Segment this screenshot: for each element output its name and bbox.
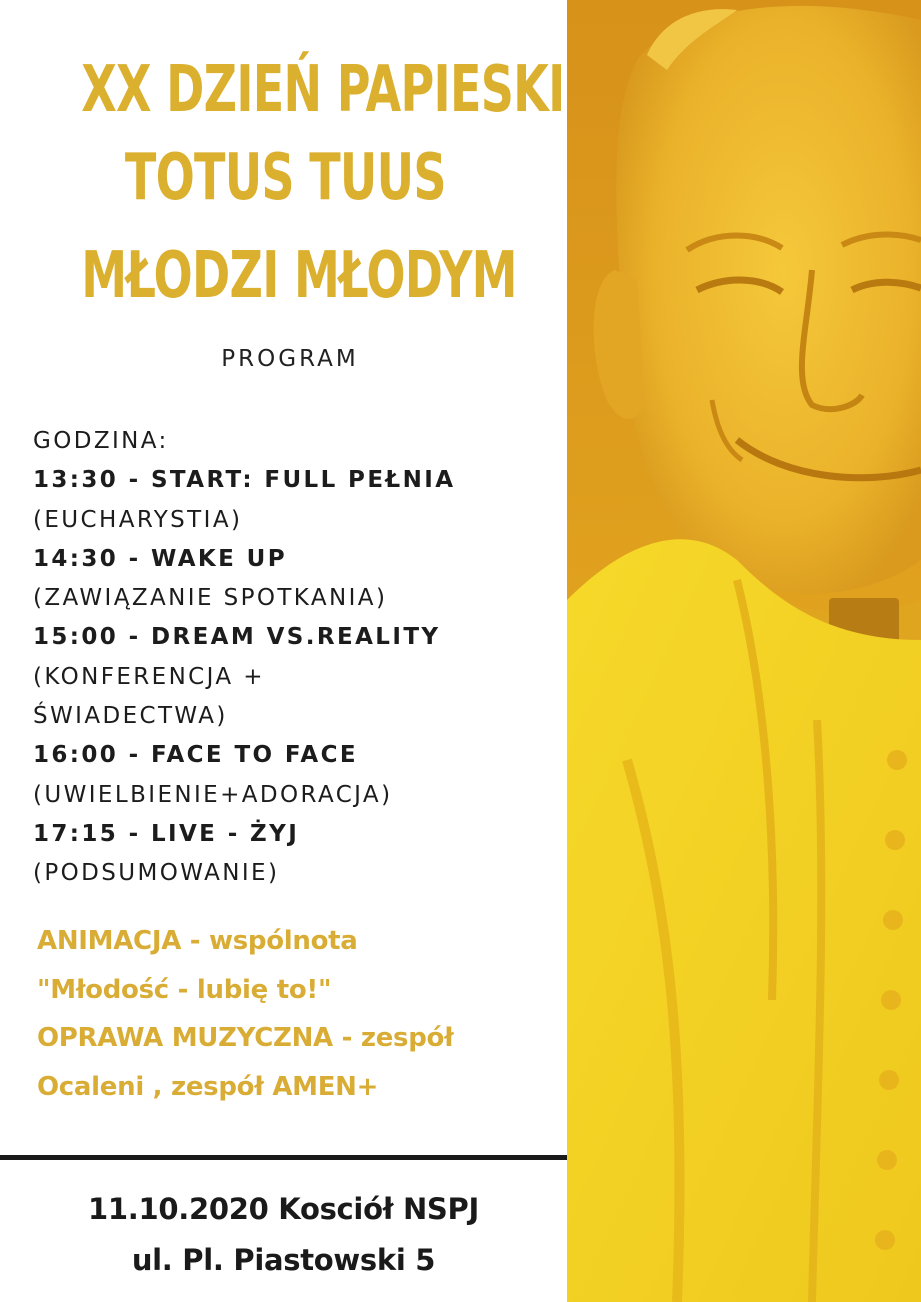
credits-block <box>37 917 567 1111</box>
footer-date-place: 11.10.2020 Kosciół NSPJ <box>88 1192 479 1226</box>
schedule-time-item: 13:30 - START: FULL PEŁNIA <box>33 467 456 494</box>
schedule-text: (ZAWIĄZANIE SPOTKANIA) <box>33 585 388 612</box>
schedule-list <box>33 422 563 894</box>
program-heading: PROGRAM <box>221 346 359 372</box>
title-line-2: TOTUS TUUS <box>124 141 446 215</box>
footer-address: ul. Pl. Piastowski 5 <box>131 1243 436 1277</box>
pope-portrait-image <box>567 0 921 1302</box>
schedule-text: (PODSUMOWANIE) <box>33 860 280 887</box>
schedule-time-item: 17:15 - LIVE - ŻYJ <box>33 820 300 847</box>
credit-line: "Młodość - lubię to!" <box>37 974 332 1005</box>
portrait-illustration <box>567 0 921 1302</box>
divider <box>0 1155 567 1160</box>
credit-line: Ocaleni , zespół AMEN+ <box>37 1071 379 1102</box>
schedule-text: (UWIELBIENIE+ADORACJA) <box>33 781 393 808</box>
schedule-text: GODZINA: <box>33 428 169 454</box>
schedule-time-item: 16:00 - FACE TO FACE <box>33 742 358 769</box>
schedule-text: (KONFERENCJA + <box>33 663 265 690</box>
credit-line: ANIMACJA - wspólnota <box>37 926 358 956</box>
title-line-1: XX DZIEŃ PAPIESKI <box>81 53 565 127</box>
schedule-text: (EUCHARYSTIA) <box>33 506 243 533</box>
credit-line: OPRAWA MUZYCZNA - zespół <box>37 1023 454 1053</box>
schedule-text: ŚWIADECTWA) <box>33 703 228 730</box>
schedule-time-item: 15:00 - DREAM VS.REALITY <box>33 624 441 651</box>
schedule-time-item: 14:30 - WAKE UP <box>33 545 287 572</box>
title-line-3: MŁODZI MŁODYM <box>81 239 517 313</box>
